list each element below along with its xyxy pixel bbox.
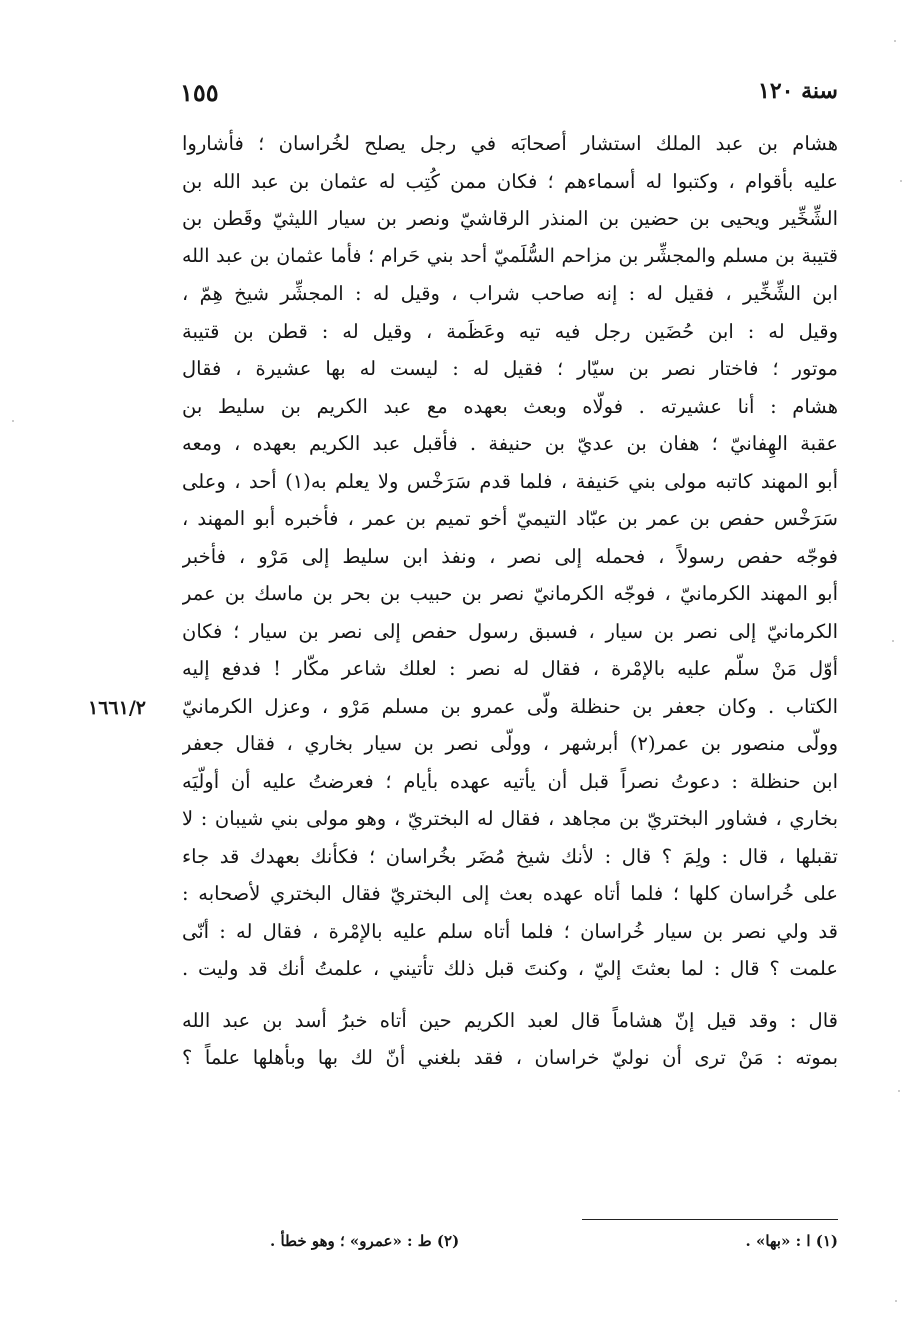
text-line: موتور ؛ فاختار نصر بن سيّار ؛ فقيل له : ليست له بها عشيرة ، فقال <box>182 357 838 380</box>
text-line: سَرَخْس حفص بن عمر بن عبّاد التيميّ أخو تميم بن عمر ، فأخبره أبو المهند ، <box>182 507 838 530</box>
text-line: عقبة الهِفانيّ ؛ هفان بن عديّ بن حنيفة . فأقبل عبد الكريم بعهده ، ومعه <box>182 432 838 455</box>
text-line: قال : وقد قيل إنّ هشاماً قال لعبد الكريم حين أتاه خبرُ أسد بن عبد الله <box>182 1008 838 1032</box>
text-line: بموته : مَنْ ترى أن نوليّ خراسان ، فقد بلغني أنّ لك بها وبأهلها علماً ؟ <box>182 1046 838 1069</box>
footnotes <box>270 1232 838 1250</box>
scan-speck <box>898 1090 900 1092</box>
footnote-2: (٢) ط : «عمرو» ؛ وهو خطأ . <box>270 1232 460 1250</box>
text-line: وولّى منصور بن عمر(٢) أبرشهر ، وولّى نصر بن سيار بخاري ، فقال جعفر <box>182 732 838 755</box>
text-line: عليه بأقوام ، وكتبوا له أسماءهم ؛ فكان ممن كُتِب له عثمان بن عبد الله بن <box>182 169 838 193</box>
text-line: بخاري ، فشاور البختريّ بن مجاهد ، فقال له البختريّ ، وهو مولى بني شيبان : لا <box>182 807 838 830</box>
text-line: أوّل مَنْ سلّم عليه بالإمْرة ، فقال له نصر : لعلك شاعر مكّار ! فدفع إليه <box>182 657 838 680</box>
scan-speck <box>895 1300 897 1302</box>
scan-speck <box>892 640 894 642</box>
text-line: تقبلها ، قال : ولِمَ ؟ قال : لأنك شيخ مُضَر بخُراسان ؛ فكأنك بعهدك قد جاء <box>182 844 838 868</box>
text-line: فوجّه حفص رسولاً ، فحمله إلى نصر ، ونفذ ابن سليط إلى مَرْو ، فأخبر <box>182 544 838 568</box>
text-line: على خُراسان كلها ؛ فلما أتاه عهده بعث إلى البختريّ فقال البختري لأصحابه : <box>182 882 838 905</box>
text-line: قتيبة بن مسلم والمجشِّر بن مزاحم السُّلَميّ أحد بني حَرام ؛ فأما عثمان بن عبد الله <box>182 244 838 267</box>
text-line: ابن الشِّخِّير ، فقيل له : إنه صاحب شراب ، وقيل له : المجشِّر شيخ هِمّ ، <box>182 282 838 305</box>
text-line: علمت ؟ قال : لما بعثتَ إليّ ، وكنتَ قبل ذلك تأتيني ، علمتُ أنك قد وليت . <box>182 957 838 980</box>
footnote-divider <box>582 1219 838 1220</box>
text-line: أبو المهند كاتبه مولى بني حَنيفة ، فلما قدم سَرَخْس ولا يعلم به(١) أحد ، وعلى <box>182 469 838 493</box>
text-line: الكرمانيّ إلى نصر بن سيار ، فسبق رسول حفص إلى نصر بن سيار ؛ فكان <box>182 619 838 643</box>
text-line: هشام : أنا عشيرته . فولّاه وبعث بعهده مع عبد الكريم بن سليط بن <box>182 394 838 418</box>
running-header-year: سنة ١٢٠ <box>758 78 838 104</box>
paragraph-gap <box>182 988 838 1002</box>
main-text <box>182 125 838 1077</box>
scan-speck <box>894 40 896 42</box>
text-line: قد ولي نصر بن سيار خُراسان ؛ فلما أتاه سلم عليه بالإمْرة ، فقال له : أنّى <box>182 919 838 943</box>
scan-speck <box>12 420 14 422</box>
scan-speck <box>900 180 902 182</box>
margin-reference: ١٦٦١/٢ <box>88 697 146 719</box>
text-line: الشِّخِّير ويحيى بن حضين بن المنذر الرقاشيّ ونصر بن سيار الليثيّ وقَطن بن <box>182 207 838 230</box>
text-line: الكتاب . وكان جعفر بن حنظلة ولّى عمرو بن مسلم مَرْو ، وعزل الكرمانيّ <box>182 694 838 718</box>
text-line: أبو المهند الكرمانيّ ، فوجّه الكرمانيّ نصر بن حبيب بن بحر بن ماسك بن عمر <box>182 582 838 605</box>
footnote-1: (١) ا : «بها» . <box>745 1232 838 1250</box>
text-line: هشام بن عبد الملك استشار أصحابَه في رجل يصلح لخُراسان ؛ فأشاروا <box>182 132 838 155</box>
text-line: ابن حنظلة : دعوتُ نصراً قبل أن يأتيه عهده بأيام ؛ فعرضتُ عليه أن أولّيَه <box>182 769 838 793</box>
page-number: ١٥٥ <box>180 78 219 107</box>
text-line: وقيل له : ابن حُضَين رجل فيه تيه وعَظَمة ، وقيل له : قطن بن قتيبة <box>182 319 838 343</box>
